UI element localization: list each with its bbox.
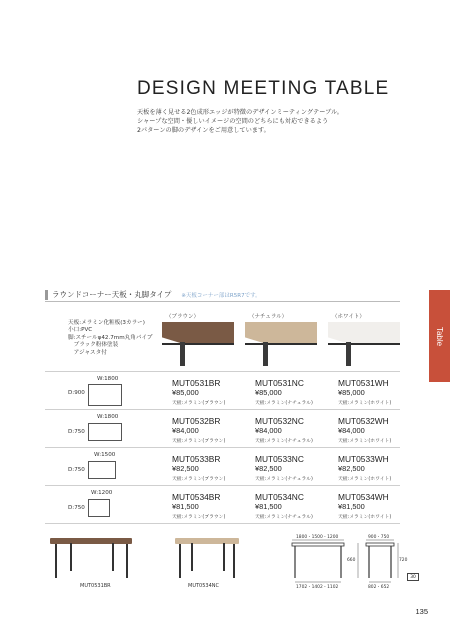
product-cell bbox=[255, 416, 313, 444]
swatch-leg bbox=[346, 342, 351, 366]
row-divider bbox=[45, 409, 400, 410]
product-top: 天板:メラミン(ホワイト) bbox=[338, 477, 392, 482]
illustration-caption: MUT0531BR bbox=[80, 583, 111, 589]
product-code: MUT0531NC bbox=[255, 378, 304, 388]
product-top: 天板:メラミン(ブラウン) bbox=[172, 477, 226, 482]
row-width: W:1800 bbox=[97, 414, 119, 420]
color-label-white: （ホワイト） bbox=[332, 314, 365, 320]
row-depth: D:750 bbox=[68, 467, 85, 473]
product-cell bbox=[172, 454, 225, 482]
drawing-width-bottom: 1702・1402・1102 bbox=[296, 585, 339, 590]
product-cell bbox=[172, 416, 225, 444]
product-code: MUT0534BR bbox=[172, 492, 221, 502]
product-code: MUT0533BR bbox=[172, 454, 221, 464]
color-label-brown: （ブラウン） bbox=[166, 314, 200, 320]
illus-leg bbox=[233, 544, 235, 578]
spec-item: アジャスタ付 bbox=[68, 349, 107, 356]
swatch-edge bbox=[245, 343, 317, 345]
description-line: 2パターンの脚のデザインをご用意しています。 bbox=[137, 127, 270, 134]
product-price: ¥84,000 bbox=[338, 426, 365, 435]
product-code: MUT0533NC bbox=[255, 454, 304, 464]
illus-tabletop bbox=[50, 538, 132, 544]
product-price: ¥84,000 bbox=[255, 426, 282, 435]
drawing-inner-height: 660 bbox=[347, 558, 356, 563]
product-price: ¥85,000 bbox=[338, 388, 365, 397]
product-cell bbox=[255, 492, 313, 520]
product-cell bbox=[172, 378, 225, 406]
product-code: MUT0534WH bbox=[338, 492, 389, 502]
product-code: MUT0531BR bbox=[172, 378, 221, 388]
page-number: 135 bbox=[415, 607, 428, 616]
color-label-natural: （ナチュラル） bbox=[249, 314, 288, 320]
swatch-white bbox=[328, 322, 400, 366]
product-code: MUT0532BR bbox=[172, 416, 221, 426]
swatch-top bbox=[245, 322, 317, 344]
description bbox=[137, 108, 427, 135]
product-price: ¥81,500 bbox=[338, 502, 365, 511]
row-depth: D:750 bbox=[68, 505, 85, 511]
row-width: W:1200 bbox=[91, 490, 113, 496]
product-cell bbox=[338, 492, 391, 520]
size-diagram bbox=[88, 461, 116, 479]
side-index-tab[interactable] bbox=[429, 290, 450, 382]
row-divider bbox=[45, 371, 400, 372]
spec-item: ブラック粉体塗装 bbox=[68, 342, 119, 349]
row-divider bbox=[45, 523, 400, 524]
shipping-badge-icon bbox=[407, 573, 419, 581]
product-top: 天板:メラミン(ナチュラル) bbox=[255, 401, 313, 406]
spec-item: 天板:メラミン化粧板(3カラー) bbox=[68, 320, 145, 326]
product-top: 天板:メラミン(ブラウン) bbox=[172, 515, 226, 520]
product-code: MUT0533WH bbox=[338, 454, 389, 464]
table-illustration-brown bbox=[50, 538, 132, 578]
product-top: 天板:メラミン(ホワイト) bbox=[338, 515, 392, 520]
description-line: シャープな空間・優しいイメージの空間のどちらにも対応できるよう bbox=[137, 118, 329, 125]
row-divider bbox=[45, 447, 400, 448]
page-title: DESIGN MEETING TABLE bbox=[137, 78, 390, 99]
drawing-height: 720 bbox=[399, 558, 408, 563]
product-cell bbox=[338, 416, 391, 444]
swatch-top bbox=[328, 322, 400, 344]
size-diagram bbox=[88, 423, 122, 441]
product-cell bbox=[338, 454, 391, 482]
badge-label: 30 bbox=[410, 574, 416, 580]
row-depth: D:900 bbox=[68, 390, 85, 396]
section-divider bbox=[45, 301, 400, 302]
swatch-edge bbox=[328, 343, 400, 345]
drawing-depth-bottom: 802・652 bbox=[368, 585, 390, 590]
product-price: ¥84,000 bbox=[172, 426, 199, 435]
illus-tabletop bbox=[175, 538, 239, 544]
illustration-caption: MUT0534NC bbox=[188, 583, 219, 589]
illus-leg bbox=[191, 543, 193, 571]
product-code: MUT0532NC bbox=[255, 416, 304, 426]
product-top: 天板:メラミン(ナチュラル) bbox=[255, 515, 313, 520]
product-price: ¥82,500 bbox=[338, 464, 365, 473]
illus-leg bbox=[223, 543, 225, 571]
spec-item: 小口:PVC bbox=[68, 327, 93, 334]
swatch-leg bbox=[263, 342, 268, 366]
illus-leg bbox=[179, 544, 181, 578]
product-cell bbox=[172, 492, 225, 520]
spec-item: 脚:スチールφ42.7mm丸角パイプ bbox=[68, 334, 153, 341]
product-price: ¥82,500 bbox=[172, 464, 199, 473]
illus-leg bbox=[126, 544, 128, 578]
size-diagram bbox=[88, 384, 122, 406]
product-top: 天板:メラミン(ホワイト) bbox=[338, 439, 392, 444]
illus-leg bbox=[55, 544, 57, 578]
row-divider bbox=[45, 485, 400, 486]
product-cell bbox=[255, 378, 313, 406]
illus-leg bbox=[70, 543, 72, 571]
product-cell bbox=[255, 454, 313, 482]
table-illustration-natural bbox=[175, 538, 239, 578]
product-cell bbox=[338, 378, 391, 406]
description-line: 天板を薄く見せる2色成形エッジが特徴のデザインミーティングテーブル。 bbox=[137, 109, 343, 116]
product-price: ¥85,000 bbox=[172, 388, 199, 397]
product-code: MUT0532WH bbox=[338, 416, 389, 426]
swatch-natural bbox=[245, 322, 317, 366]
section-heading bbox=[45, 289, 261, 300]
section-title: ラウンドコーナー天板・丸脚タイプ bbox=[52, 290, 172, 299]
product-code: MUT0534NC bbox=[255, 492, 304, 502]
product-price: ¥81,500 bbox=[172, 502, 199, 511]
row-width: W:1800 bbox=[97, 376, 119, 382]
drawing-depth-top: 900・750 bbox=[368, 535, 390, 540]
swatch-leg bbox=[180, 342, 185, 366]
swatch-top bbox=[162, 322, 234, 344]
illus-leg bbox=[112, 543, 114, 571]
section-note: ※天板コーナー部はR5R7です。 bbox=[181, 292, 261, 299]
row-depth: D:750 bbox=[68, 429, 85, 435]
product-top: 天板:メラミン(ナチュラル) bbox=[255, 439, 313, 444]
product-code: MUT0531WH bbox=[338, 378, 389, 388]
side-tab-label: Table bbox=[435, 326, 444, 346]
size-diagram bbox=[88, 499, 110, 517]
product-price: ¥81,500 bbox=[255, 502, 282, 511]
drawing-width-top: 1800・1500・1200 bbox=[296, 535, 339, 540]
spec-list bbox=[68, 320, 152, 357]
dimension-drawing bbox=[278, 534, 423, 594]
swatch-brown bbox=[162, 322, 234, 366]
product-top: 天板:メラミン(ブラウン) bbox=[172, 401, 226, 406]
product-top: 天板:メラミン(ナチュラル) bbox=[255, 477, 313, 482]
section-marker bbox=[45, 290, 48, 300]
swatch-edge bbox=[162, 343, 234, 345]
row-width: W:1500 bbox=[94, 452, 116, 458]
product-price: ¥82,500 bbox=[255, 464, 282, 473]
product-top: 天板:メラミン(ブラウン) bbox=[172, 439, 226, 444]
product-price: ¥85,000 bbox=[255, 388, 282, 397]
product-top: 天板:メラミン(ホワイト) bbox=[338, 401, 392, 406]
